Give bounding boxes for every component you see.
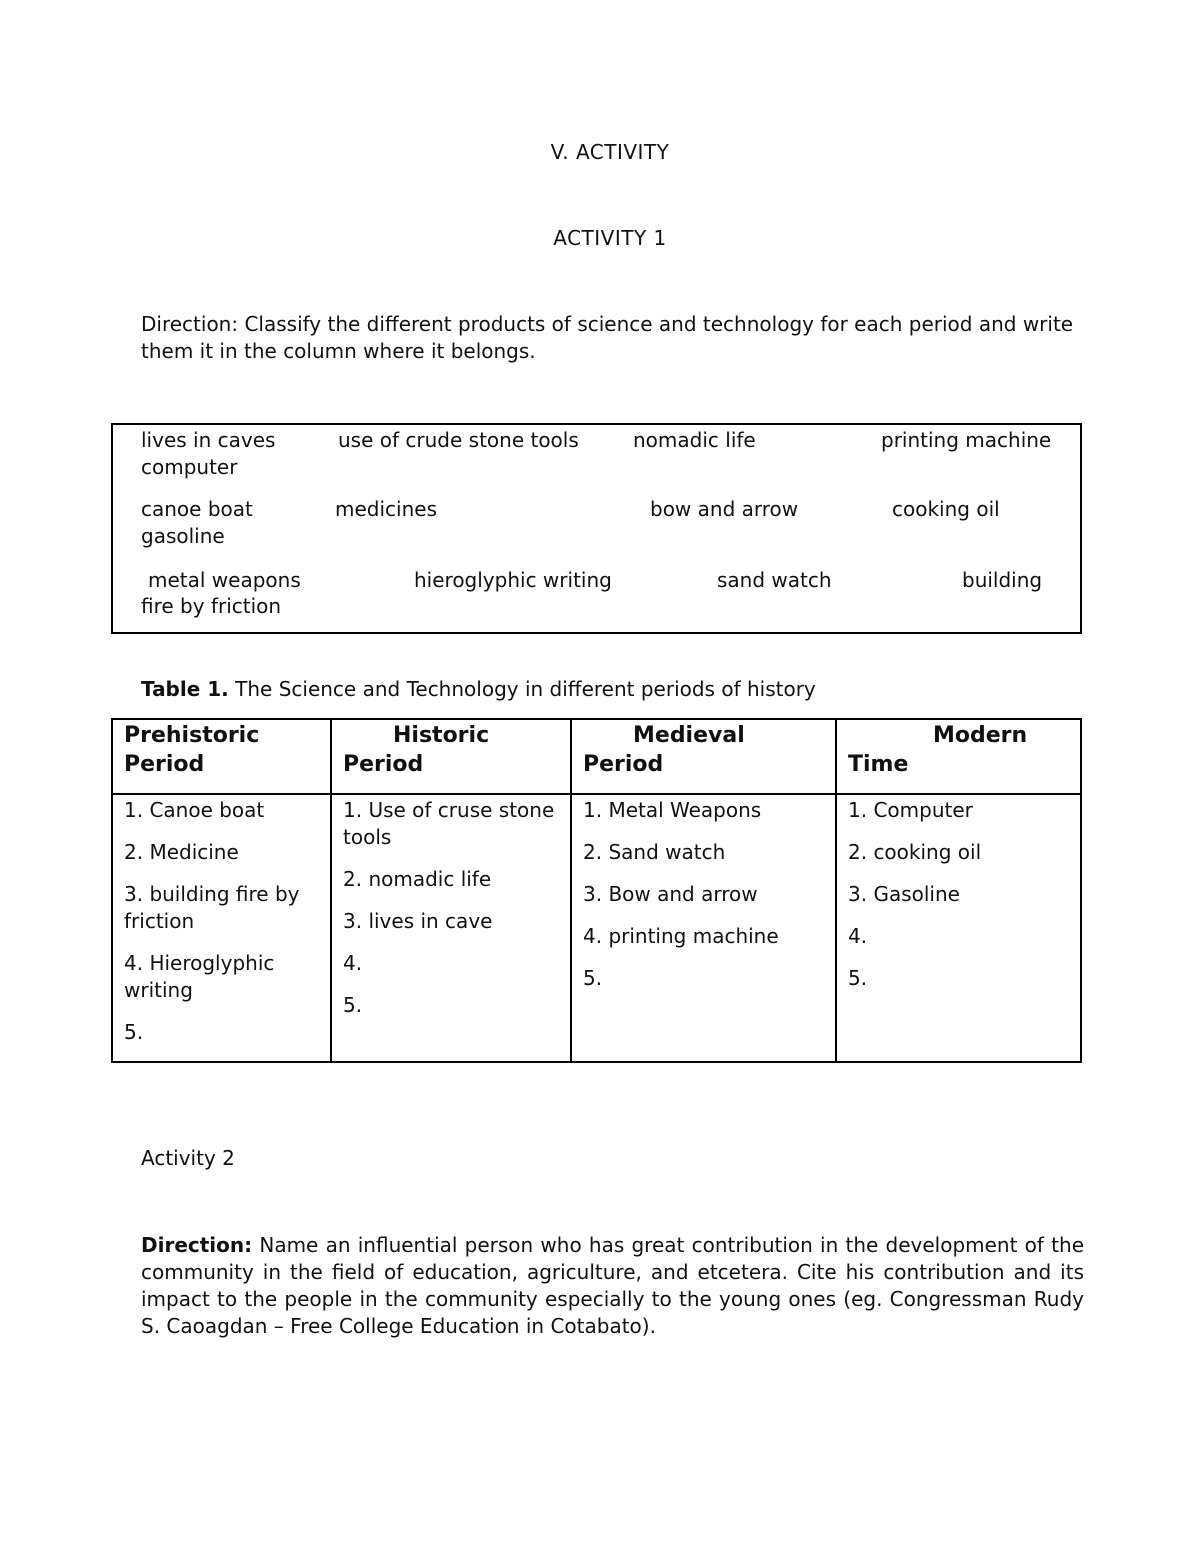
list-item: 1. Computer [848, 798, 973, 822]
header-line: Period [583, 752, 664, 777]
header-line: Medieval [633, 723, 745, 748]
word-bank-item: hieroglyphic writing [414, 568, 612, 592]
word-bank-box [111, 423, 1082, 634]
word-bank-item: printing machine [881, 428, 1052, 452]
list-item: 4. printing machine [583, 924, 779, 948]
modern-column [836, 794, 1081, 1062]
activity2-direction-text: Name an influential person who has great contribution in the development of the community in the field of education, agriculture, and etcetera. Cite his contribution and its impact to the people in the community especially to the young ones (eg. Congressman Rudy S. Caoagdan – Free College Education in Cotabato). [141, 1233, 1084, 1338]
activity1-title: ACTIVITY 1 [553, 226, 667, 250]
word-bank-item: use of crude stone tools [338, 428, 579, 452]
list-item: 2. Sand watch [583, 840, 726, 864]
word-bank-item: metal weapons [148, 568, 301, 592]
header-line: Prehistoric [124, 723, 260, 748]
activity1-direction: Direction: Classify the different products of science and technology for each period and write them it in the column where it belongs. [141, 312, 1074, 363]
activity2-direction-label: Direction: [141, 1233, 253, 1257]
list-item: 2. Medicine [124, 840, 239, 864]
list-item: 1. Metal Weapons [583, 798, 762, 822]
word-bank-item: fire by friction [141, 594, 282, 618]
word-bank-item: nomadic life [633, 428, 756, 452]
word-bank-item: building [962, 568, 1043, 592]
word-bank-item: medicines [335, 497, 437, 521]
header-modern [836, 719, 1081, 794]
header-line: Period [343, 752, 424, 777]
prehistoric-column [112, 794, 331, 1062]
activity2-direction [141, 1232, 1084, 1340]
list-item: 4. Hieroglyphic writing [124, 951, 275, 1002]
list-item: 4. [848, 924, 868, 948]
list-item: 1. Canoe boat [124, 798, 265, 822]
list-item: 3. Gasoline [848, 882, 960, 906]
list-item: 5. [124, 1020, 144, 1044]
list-item: 5. [848, 966, 868, 990]
historic-column [331, 794, 571, 1062]
header-line: Time [848, 752, 909, 777]
word-bank-item: computer [141, 455, 238, 479]
list-item: 4. [343, 951, 363, 975]
header-medieval [571, 719, 836, 794]
word-bank-item: canoe boat [141, 497, 253, 521]
table-caption-text: The Science and Technology in different periods of history [228, 677, 816, 701]
list-item: 5. [343, 993, 363, 1017]
word-bank-item: gasoline [141, 524, 225, 548]
activity2-title: Activity 2 [141, 1146, 235, 1170]
medieval-column [571, 794, 836, 1062]
table-caption [141, 677, 816, 701]
list-item: 1. Use of cruse stone tools [343, 798, 555, 849]
word-bank-item: sand watch [717, 568, 832, 592]
list-item: 3. building fire by friction [124, 882, 300, 933]
word-bank-item: cooking oil [892, 497, 1000, 521]
list-item: 2. cooking oil [848, 840, 982, 864]
table-caption-label: Table 1. [141, 677, 229, 701]
section-title: V. ACTIVITY [550, 140, 670, 164]
list-item: 3. lives in cave [343, 909, 493, 933]
list-item: 2. nomadic life [343, 867, 492, 891]
header-prehistoric [112, 719, 331, 794]
header-line: Period [124, 752, 205, 777]
word-bank-item: lives in caves [141, 428, 276, 452]
list-item: 5. [583, 966, 603, 990]
header-historic [331, 719, 571, 794]
word-bank-item: bow and arrow [650, 497, 799, 521]
header-line: Modern [933, 723, 1028, 748]
periods-table [111, 718, 1082, 1063]
header-line: Historic [393, 723, 490, 748]
list-item: 3. Bow and arrow [583, 882, 758, 906]
